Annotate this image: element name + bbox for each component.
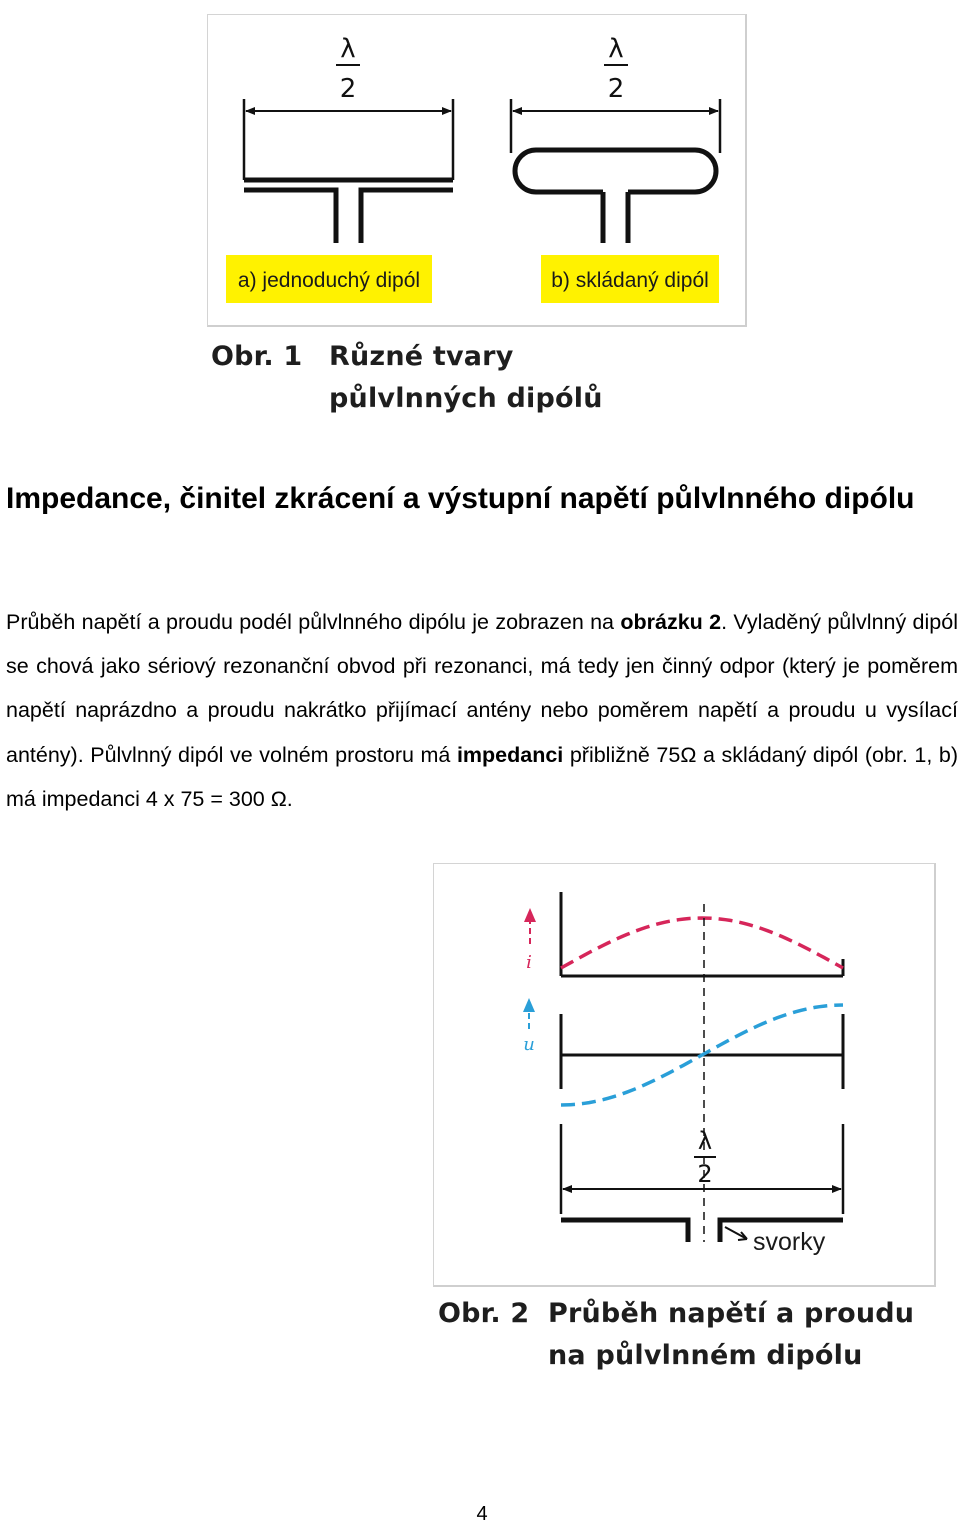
current-distribution-curve xyxy=(561,918,843,968)
dimension-lambda-half xyxy=(561,1124,843,1214)
figure-2-caption-line-1: Průběh napětí a proudu xyxy=(548,1298,915,1329)
dimension-a xyxy=(244,34,453,180)
dim-numerator: λ xyxy=(697,1127,713,1155)
figure-2-caption-line-2: na půlvlnném dipólu xyxy=(548,1340,863,1371)
dim-b-denominator: 2 xyxy=(607,74,625,104)
current-symbol: i xyxy=(526,952,532,973)
dim-a-denominator: 2 xyxy=(339,74,357,104)
figure-1-caption xyxy=(211,336,603,420)
figure-1-caption-line-2: půlvlnných dipólů xyxy=(329,383,603,414)
figure-2-caption xyxy=(438,1293,914,1377)
dimension-b xyxy=(511,34,720,153)
figure-2-drawing xyxy=(434,864,934,1285)
paragraph-bold-figure-ref: obrázku 2 xyxy=(620,610,722,634)
figure-2-caption-number: Obr. 2 xyxy=(438,1298,530,1329)
section-heading: Impedance, činitel zkrácení a výstupní napětí půlvlnného dipólu xyxy=(6,482,915,515)
terminals-pointer xyxy=(725,1227,747,1240)
dim-b-numerator: λ xyxy=(608,34,624,64)
body-paragraph xyxy=(6,600,958,821)
paragraph-part-2: . Vyladěný půlvlnný dipól se chová jako sériový rezonanční obvod při rezonanci, má tedy jen činný odpor (který je poměrem napětí naprázdno a proudu nakrátko přijímací antény nebo poměrem napětí a proudu u vysílací antény). Půlvlnný dipól ve volném prostoru má xyxy=(6,610,958,767)
folded-dipole-element xyxy=(515,150,716,192)
paragraph-bold-impedance: impedanci xyxy=(456,742,564,767)
simple-dipole-element xyxy=(244,180,453,243)
figure-1-drawing xyxy=(208,15,745,325)
label-simple-dipole: a) jednoduchý dipól xyxy=(237,269,421,292)
figure-1-caption-line-1: Různé tvary xyxy=(329,341,514,372)
label-folded-dipole: b) skládaný dipól xyxy=(551,269,709,292)
figure-2-voltage-current xyxy=(433,863,936,1287)
figure-1-caption-number: Obr. 1 xyxy=(211,341,303,372)
paragraph-part-1: Průběh napětí a proudu podél půlvlnného dipólu je zobrazen na xyxy=(6,610,621,634)
figure-1-dipole-types xyxy=(207,14,747,327)
dim-denominator: 2 xyxy=(697,1160,713,1188)
dim-a-numerator: λ xyxy=(340,34,356,64)
terminals-label: svorky xyxy=(753,1228,826,1256)
paragraph-part-3: přibližně 75Ω a skládaný dipól (obr. 1, b) má impedanci 4 x 75 = 300 Ω. xyxy=(6,742,958,811)
page-number: 4 xyxy=(476,1503,488,1525)
voltage-symbol: u xyxy=(523,1034,535,1055)
